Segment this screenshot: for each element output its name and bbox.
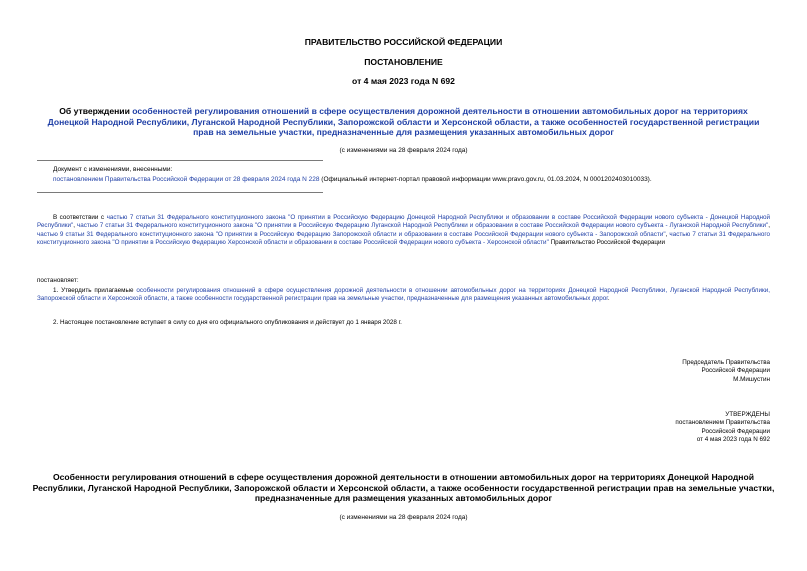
preamble-text: , <box>665 230 670 238</box>
item-1-link[interactable]: особенности регулирования отношений в сфере осуществления дорожной деятельности в отношении автомобильных дорог на территориях Донецкой Народной Республики, Луганской Народной Республики, Запорожской области и Херсонской области, а также особенности государственной регистрации прав на земельные участки, предназначенные для размещения указанных автомобильных дорог <box>37 287 771 303</box>
preamble-text: Правительство Российской Федерации <box>548 239 666 247</box>
signature-name: М.Мишустин <box>733 375 770 383</box>
amendments-note: (с изменениями на 28 февраля 2024 года) <box>339 147 468 154</box>
item-1-paragraph <box>37 287 770 304</box>
item-1-text: 1. Утвердить прилагаемые <box>53 287 137 294</box>
changes-intro: Документ с изменениями, внесенными: <box>53 166 173 173</box>
government-heading: ПРАВИТЕЛЬСТВО РОССИЙСКОЙ ФЕДЕРАЦИИ <box>304 37 503 47</box>
document-type-heading: ПОСТАНОВЛЕНИЕ <box>364 57 443 67</box>
changes-top-rule <box>37 160 323 161</box>
document-date-number: от 4 мая 2023 года N 692 <box>352 76 455 86</box>
annex-title: Особенности регулирования отношений в сфере осуществления дорожной деятельности в отношении автомобильных дорог на территориях Донецкой Народной Республики, Луганской Народной Республики, Запорожской области и Херсонской области, а также особенности государственной регистрации прав на земельные участки, предназначенные для размещения указанных автомобильных дорог <box>32 472 775 504</box>
law-link-kherson[interactable]: частью 7 статьи 31 Федерального конституционного закона "О принятии в Российскую Федерацию Херсонской области и образовании в составе Российской Федерации нового субъекта - Херсонской области" <box>37 230 770 247</box>
amending-resolution-link[interactable]: постановлением Правительства Российской Федерации от 28 февраля 2024 года N 228 <box>53 176 320 183</box>
approved-block <box>560 411 770 445</box>
approved-by: постановлением Правительства <box>675 419 770 427</box>
preamble-paragraph <box>37 214 770 248</box>
approved-label: УТВЕРЖДЕНЫ <box>725 411 770 418</box>
resolves-label: постановляет: <box>37 277 79 284</box>
item-2-paragraph: 2. Настоящее постановление вступает в силу со дня его официального опубликования и действует до 1 января 2028 г. <box>53 319 402 326</box>
item-1-text: . <box>607 295 610 303</box>
changes-entry <box>53 176 783 185</box>
title-link[interactable]: особенностей регулирования отношений в сфере осуществления дорожной деятельности в отношении автомобильных дорог на территориях Донецкой Народной Республики, Луганской Народной Республики, Запорожской области и Херсонской области, а также особенностей государственной регистрации прав на земельные участки, предназначенные для размещения указанных автомобильных дорог <box>47 106 760 138</box>
annex-amendments-note: (с изменениями на 28 февраля 2024 года) <box>339 514 468 521</box>
approved-country: Российской Федерации <box>701 427 770 435</box>
signature-block <box>560 359 770 384</box>
law-link-lugansk[interactable]: частью 7 статьи 31 Федерального конституционного закона "О принятии в Российскую Федерацию Луганской Народной Республики и образовании в составе Российской Федерации нового субъекта - Луганской Народной Республики" <box>76 222 769 230</box>
law-link-zaporozhye[interactable]: частью 9 статьи 31 Федерального конституционного закона "О принятии в Российскую Федерацию Запорожской области и образовании в составе Российской Федерации нового субъекта - Запорожской области" <box>37 230 666 238</box>
changes-bottom-rule <box>37 192 323 193</box>
approved-date: от 4 мая 2023 года N 692 <box>696 436 770 444</box>
preamble-text: , <box>768 222 771 230</box>
document-title <box>45 106 762 138</box>
title-prefix: Об утверждении <box>59 106 133 116</box>
signature-country: Российской Федерации <box>701 367 770 375</box>
preamble-text: В соответствии с <box>53 214 107 221</box>
preamble-text: , <box>73 222 77 230</box>
law-link-donetsk[interactable]: частью 7 статьи 31 Федерального конституционного закона "О принятии в Российскую Федерацию Донецкой Народной Республики и образовании в составе Российской Федерации нового субъекта - Донецкой Народной Республики" <box>37 214 771 230</box>
signature-position: Председатель Правительства <box>682 359 770 366</box>
changes-publication: (Официальный интернет-портал правовой информации www.pravo.gov.ru, 01.03.2024, N 0001202403010033). <box>319 176 652 183</box>
